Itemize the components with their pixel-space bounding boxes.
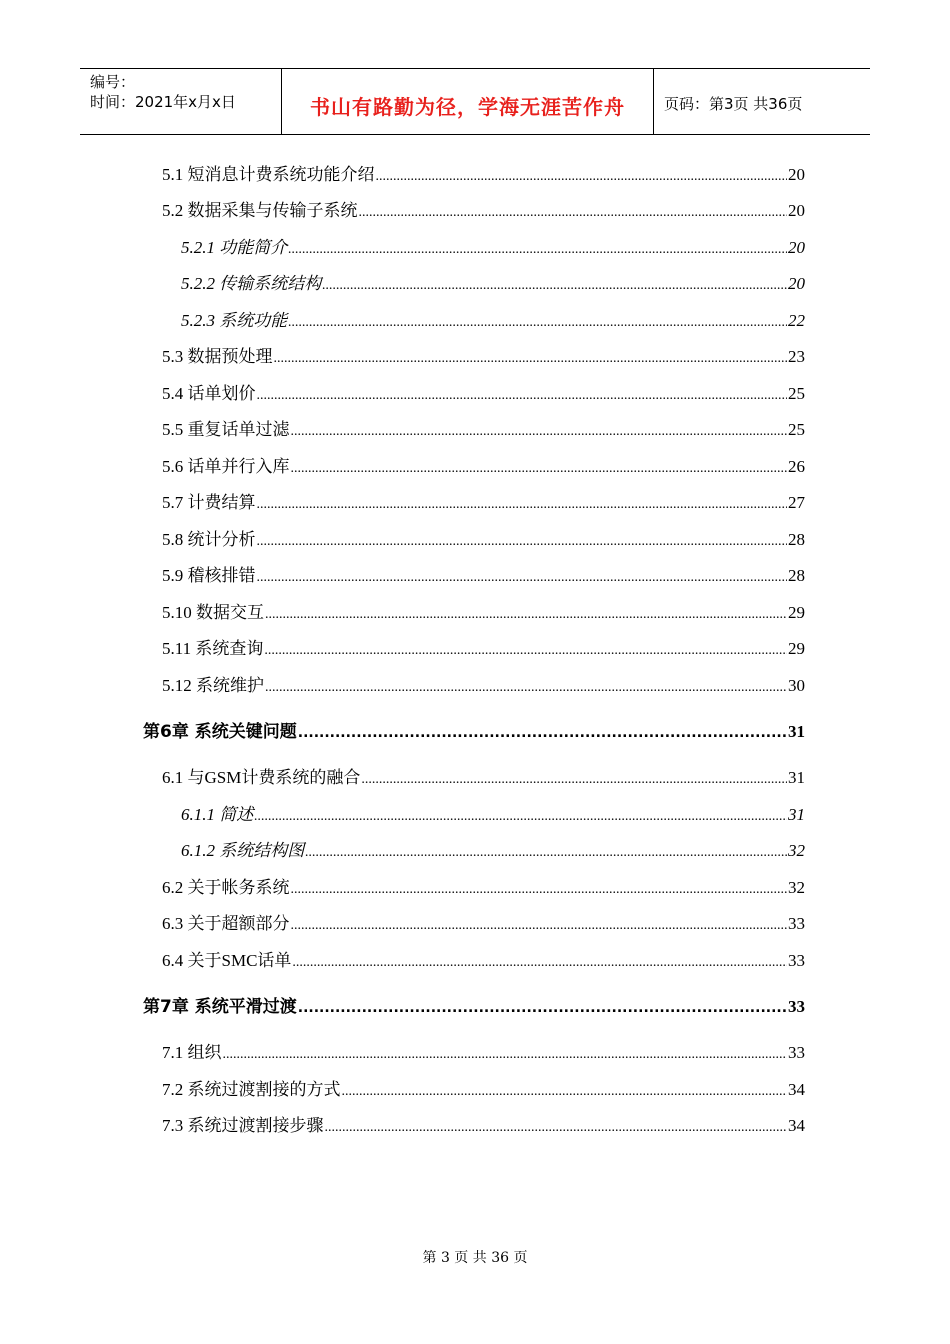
toc-dot-leader [265,680,787,696]
toc-dot-leader [291,461,788,477]
toc-dot-leader [265,607,787,623]
toc-dot-leader [223,1047,788,1063]
toc-dot-leader [359,205,788,221]
toc-dot-leader [291,882,788,898]
toc-dot-leader [291,918,788,934]
toc-entry-page-number: 29 [788,603,805,622]
header-motto-cell [282,69,654,134]
toc-entry-title: 5.3 数据预处理 [162,347,273,366]
header-page-info: 页码：第3页 共36页 [664,95,803,113]
toc-entry-page-number: 33 [788,997,805,1016]
toc-entry-title: 5.6 话单并行入库 [162,457,290,476]
toc-dot-leader [325,1120,788,1136]
toc-entry-page-number: 20 [788,165,805,184]
toc-entry[interactable] [162,873,805,898]
toc-entry-page-number: 33 [788,1043,805,1062]
toc-dot-leader [298,725,787,741]
toc-entry[interactable] [162,763,805,788]
toc-entry[interactable] [181,233,805,258]
toc-dot-leader [342,1084,788,1100]
toc-entry-page-number: 34 [788,1116,805,1135]
toc-dot-leader [322,278,787,294]
toc-entry-page-number: 28 [788,566,805,585]
toc-entry[interactable] [162,946,805,971]
toc-entry-title: 6.3 关于超额部分 [162,914,290,933]
toc-entry-title: 第6章 系统关键问题 [143,722,297,742]
toc-entry-page-number: 20 [788,238,805,257]
toc-entry[interactable] [162,196,805,221]
toc-entry[interactable] [181,836,805,861]
toc-dot-leader [257,388,788,404]
toc-entry[interactable] [162,598,805,623]
toc-entry[interactable] [162,379,805,404]
toc-entry[interactable] [181,306,805,331]
toc-entry-title: 7.3 系统过渡割接步骤 [162,1116,324,1135]
toc-entry-page-number: 28 [788,530,805,549]
toc-dot-leader [288,242,787,258]
toc-entry[interactable] [162,342,805,367]
toc-entry-title: 5.2.3 系统功能 [181,311,288,330]
toc-entry-title: 5.10 数据交互 [162,603,264,622]
toc-entry-page-number: 25 [788,420,805,439]
toc-entry-title: 第7章 系统平滑过渡 [143,997,297,1017]
toc-entry-title: 5.2 数据采集与传输子系统 [162,201,358,220]
toc-entry[interactable] [162,561,805,586]
toc-entry-title: 5.7 计费结算 [162,493,256,512]
document-number-label: 编号： [90,73,136,91]
toc-entry-title: 5.4 话单划价 [162,384,256,403]
toc-entry-page-number: 33 [788,951,805,970]
toc-entry-title: 5.2.1 功能简介 [181,238,288,257]
toc-dot-leader [254,809,787,825]
toc-dot-leader [288,315,787,331]
toc-dot-leader [298,1000,787,1016]
header-motto: 书山有路勤为径，学海无涯苦作舟 [310,95,625,119]
header-meta-cell [80,69,282,134]
toc-entry[interactable] [162,1075,805,1100]
toc-entry-title: 7.1 组织 [162,1043,222,1062]
toc-dot-leader [292,955,787,971]
toc-entry-title: 5.8 统计分析 [162,530,256,549]
page-footer: 第 3 页 共 36 页 [422,1250,528,1266]
toc-entry-title: 7.2 系统过渡割接的方式 [162,1080,341,1099]
toc-dot-leader [305,845,787,861]
toc-entry-page-number: 34 [788,1080,805,1099]
toc-entry-title: 5.9 稽核排错 [162,566,256,585]
toc-entry[interactable] [162,415,805,440]
toc-entry-title: 6.1 与GSM计费系统的融合 [162,768,361,787]
toc-entry-page-number: 25 [788,384,805,403]
toc-entry-title: 5.2.2 传输系统结构 [181,274,322,293]
toc-entry-page-number: 31 [788,768,805,787]
toc-dot-leader [361,772,787,788]
toc-entry-title: 6.4 关于SMC话单 [162,951,292,970]
toc-entry-title: 6.1.2 系统结构图 [181,841,305,860]
toc-entry-page-number: 32 [788,878,805,897]
toc-dot-leader [291,424,788,440]
toc-entry-page-number: 30 [788,676,805,695]
toc-entry-page-number: 26 [788,457,805,476]
toc-entry-page-number: 23 [788,347,805,366]
toc-entry[interactable] [181,800,805,825]
toc-entry-page-number: 33 [788,914,805,933]
toc-entry-title: 5.5 重复话单过滤 [162,420,290,439]
toc-dot-leader [274,351,788,367]
toc-entry-page-number: 31 [788,722,805,741]
toc-entry[interactable] [162,671,805,696]
toc-entry[interactable] [162,160,805,185]
toc-entry-title: 6.2 关于帐务系统 [162,878,290,897]
toc-entry-page-number: 29 [788,639,805,658]
toc-entry[interactable] [143,717,805,742]
toc-entry-title: 5.12 系统维护 [162,676,264,695]
page-header [80,68,870,135]
toc-dot-leader [264,643,787,659]
toc-entry-title: 5.1 短消息计费系统功能介绍 [162,165,375,184]
header-page-cell [654,69,870,134]
toc-entry-page-number: 20 [788,201,805,220]
toc-entry[interactable] [162,525,805,550]
toc-entry[interactable] [181,269,805,294]
toc-dot-leader [257,497,788,513]
toc-entry[interactable] [143,992,805,1017]
toc-dot-leader [257,570,788,586]
toc-dot-leader [257,534,788,550]
toc-entry-page-number: 20 [788,274,805,293]
toc-entry[interactable] [162,634,805,659]
toc-entry[interactable] [162,909,805,934]
toc-entry-page-number: 27 [788,493,805,512]
toc-entry[interactable] [162,1038,805,1063]
toc-entry-page-number: 32 [788,841,805,860]
toc-entry-title: 6.1.1 简述 [181,805,254,824]
toc-entry[interactable] [162,488,805,513]
toc-entry-title: 5.11 系统查询 [162,639,264,658]
toc-entry-page-number: 31 [788,805,805,824]
toc-entry[interactable] [162,1111,805,1136]
toc-entry-page-number: 22 [788,311,805,330]
toc-entry[interactable] [162,452,805,477]
toc-dot-leader [376,169,788,185]
document-time-label: 时间：2021年x月x日 [90,93,236,111]
